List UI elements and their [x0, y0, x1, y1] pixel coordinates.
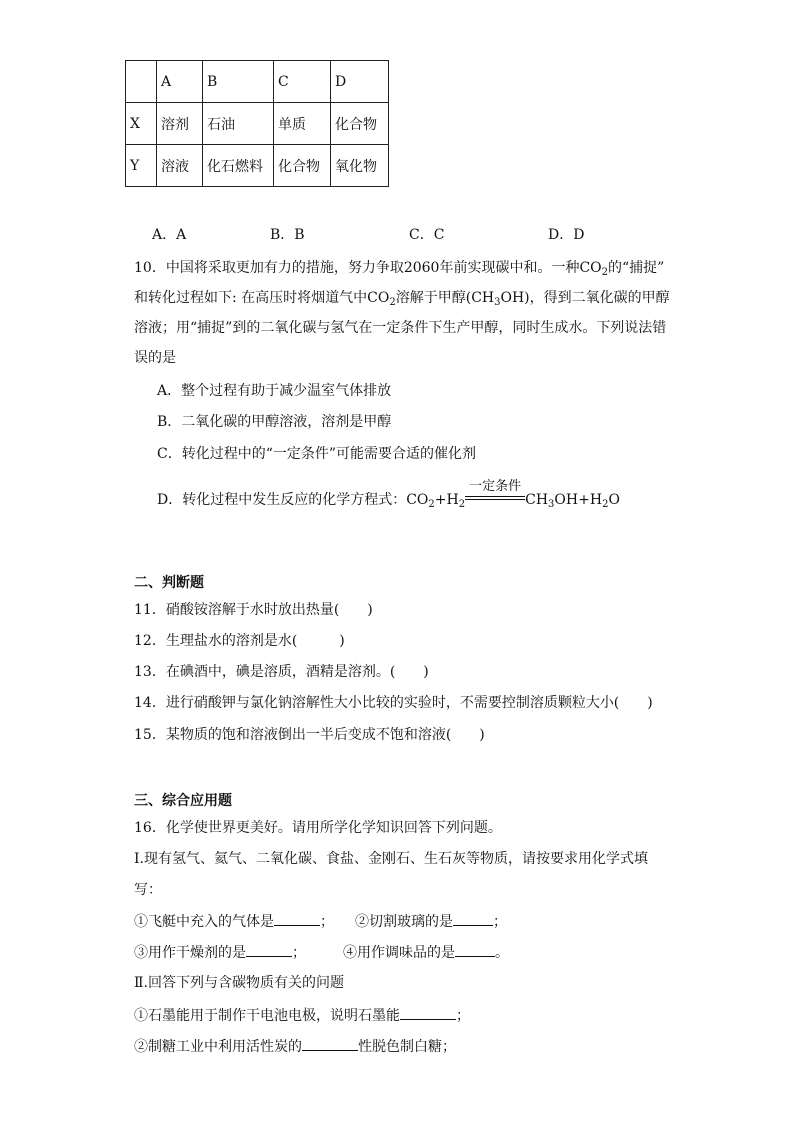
table-row: [126, 145, 389, 187]
q13: 13．在碘酒中，碘是溶质，酒精是溶剂。( ): [134, 664, 429, 680]
q16-blank-2: ②切割玻璃的是 ；: [355, 911, 507, 932]
table-cell: 氧化物: [331, 145, 389, 187]
q10-line-2: 和转化过程如下: 在高压时将烟道气中$CO_2$溶解于甲醇$(CH_3OH)$，得到二氧化碳的甲醇: [134, 290, 670, 308]
q11: 11．硝酸铵溶解于水时放出热量( ): [134, 602, 373, 618]
q9-option-a: A．A: [152, 227, 187, 243]
answer-blank[interactable]: [400, 1005, 456, 1020]
q10-option-c: C．转化过程中的“一定条件”可能需要合适的催化剂: [157, 446, 477, 462]
table-cell: X: [126, 103, 157, 145]
answer-blank[interactable]: [274, 911, 320, 926]
q10-option-a: A．整个过程有助于减少温室气体排放: [157, 383, 392, 399]
q9-option-d: D．D: [548, 227, 585, 243]
q16-part1-line1: Ⅰ.现有氢气、氦气、二氧化碳、食盐、金刚石、生石灰等物质，请按要求用化学式填: [134, 851, 648, 867]
q16-blank-3: ③用作干燥剂的是 ；: [134, 942, 306, 963]
table-row: [126, 103, 389, 145]
table-cell: C: [274, 61, 331, 103]
answer-blank[interactable]: [455, 942, 495, 957]
q16-blank-1: ①飞艇中充入的气体是 ；: [134, 911, 334, 932]
table-cell: Y: [126, 145, 157, 187]
table-cell: 溶液: [157, 145, 203, 187]
answer-blank[interactable]: [453, 911, 493, 926]
q16-part2-line1: ①石墨能用于制作干电池电极，说明石墨能 ；: [134, 1005, 470, 1026]
q14: 14．进行硝酸钾与氯化钠溶解性大小比较的实验时，不需要控制溶质颗粒大小( ): [134, 695, 653, 711]
table-cell: B: [203, 61, 274, 103]
q9-option-b: B．B: [270, 227, 305, 243]
q10-option-d: D．转化过程中发生反应的化学方程式：$CO_2+H_2$ 一定条件 $CH_3OH+H_2O$: [157, 479, 620, 510]
q10-line-3: 溶液；用“捕捉”到的二氧化碳与氢气在一定条件下生产甲醇，同时生成水。下列说法错: [134, 320, 667, 336]
table-header-row: [126, 61, 389, 103]
table-cell: 单质: [274, 103, 331, 145]
table-cell: 溶剂: [157, 103, 203, 145]
table-cell: [126, 61, 157, 103]
q16-intro: 16．化学使世界更美好。请用所学化学知识回答下列问题。: [134, 820, 502, 836]
section-2-title: 二、判断题: [134, 575, 204, 591]
table-cell: 石油: [203, 103, 274, 145]
reaction-condition: 一定条件: [465, 496, 525, 504]
table-cell: A: [157, 61, 203, 103]
q16-part2-line2: ②制糖工业中利用活性炭的 性脱色制白糖；: [134, 1036, 456, 1057]
answer-blank[interactable]: [246, 942, 292, 957]
section-3-title: 三、综合应用题: [134, 793, 232, 809]
table-cell: 化合物: [274, 145, 331, 187]
answer-table: [125, 60, 389, 187]
table-cell: 化合物: [331, 103, 389, 145]
q10-line-1: 10．中国将采取更加有力的措施，努力争取2060年前实现碳中和。一种$CO_2$的“捕捉”: [134, 260, 665, 278]
q16-part2-title: Ⅱ.回答下列与含碳物质有关的问题: [134, 975, 344, 991]
q16-part1-line2: 写：: [134, 882, 162, 898]
q15: 15．某物质的饱和溶液倒出一半后变成不饱和溶液( ): [134, 727, 485, 743]
q16-blank-4: ④用作调味品的是 。: [343, 942, 509, 963]
table-cell: D: [331, 61, 389, 103]
q9-option-c: C．C: [409, 227, 445, 243]
q10-line-4: 误的是: [134, 350, 176, 366]
answer-blank[interactable]: [302, 1036, 358, 1051]
table-cell: 化石燃料: [203, 145, 274, 187]
q10-option-b: B．二氧化碳的甲醇溶液，溶剂是甲醇: [157, 414, 392, 430]
q12: 12．生理盐水的溶剂是水( ): [134, 633, 345, 649]
